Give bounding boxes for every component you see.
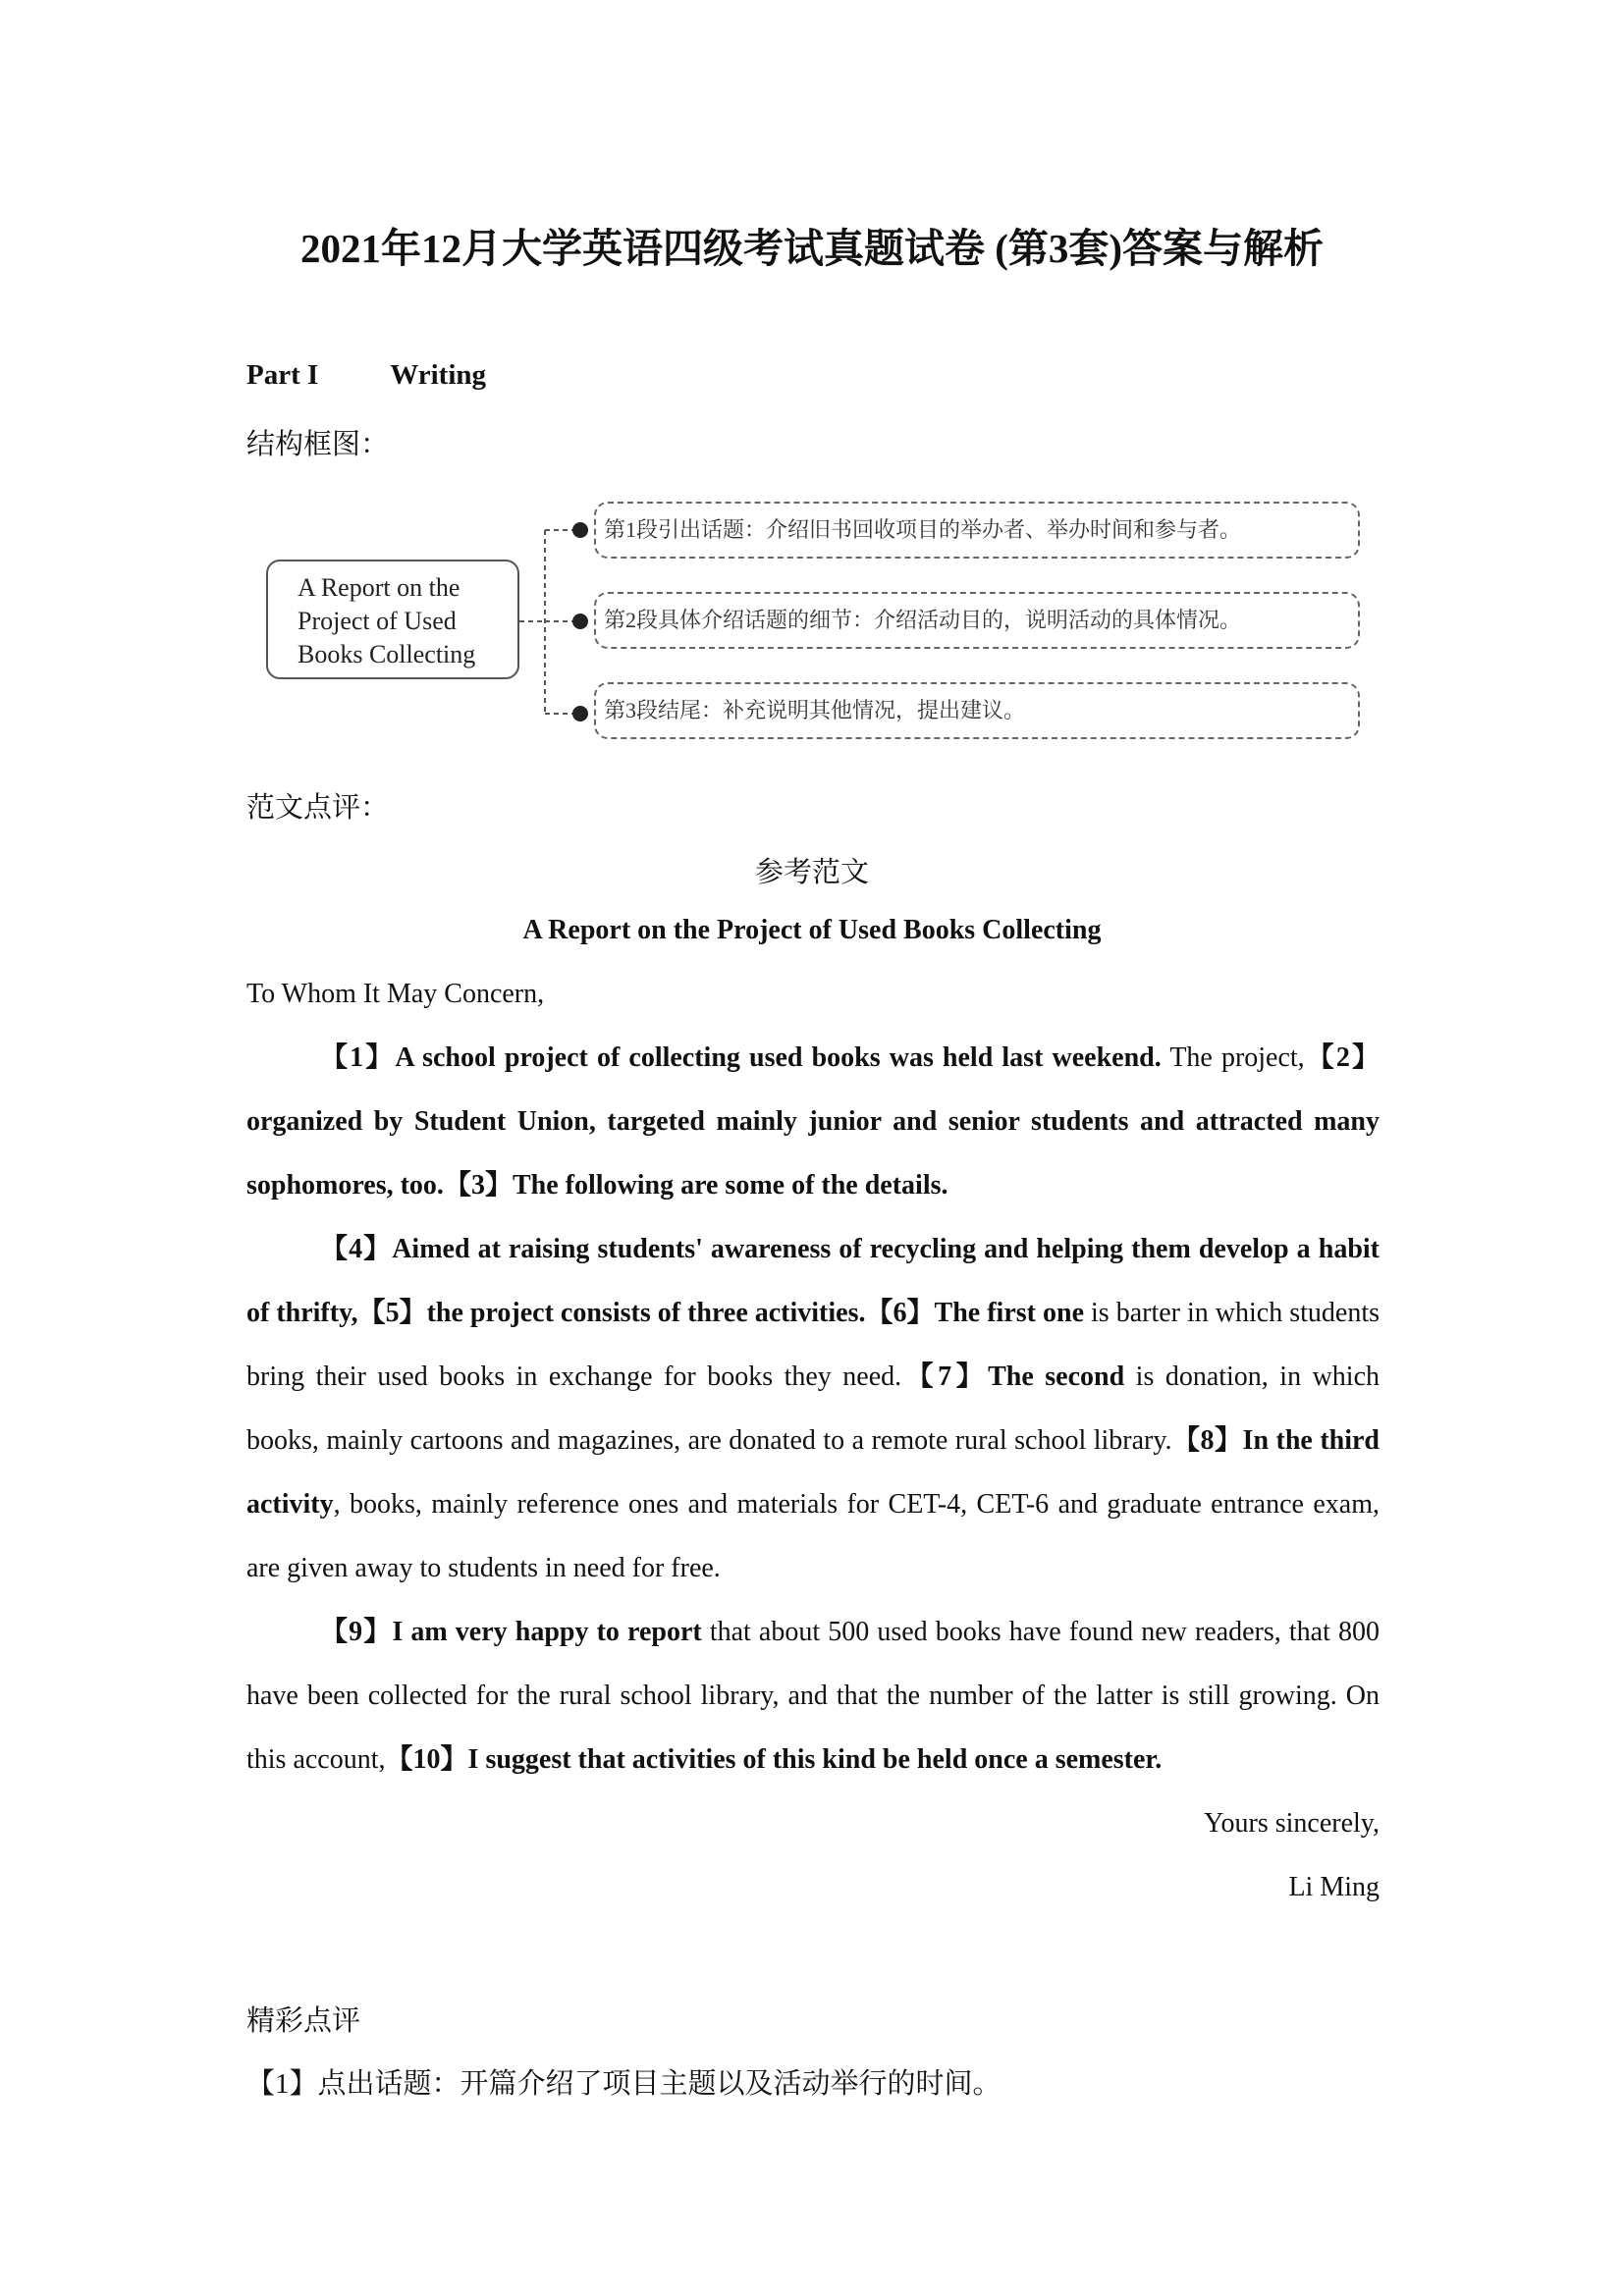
- essay-title: A Report on the Project of Used Books Collecting: [522, 915, 1102, 945]
- text-8: , books, mainly reference ones and materials for CET-4, CET-6 and graduate entrance exam, are given away to students in need for free.: [246, 1489, 1380, 1583]
- salutation: To Whom It May Concern,: [246, 979, 545, 1009]
- essay-paragraph-2: [246, 1217, 1380, 1600]
- text-6: is barter in which students bring their used books in exchange for books they need.: [246, 1298, 1380, 1392]
- diagram-node-1: 第1段引出话题：介绍旧书回收项目的举办者、举办时间和参与者。: [594, 502, 1360, 559]
- part-heading: [246, 359, 486, 392]
- text-7: is donation, in which books, mainly cartoons and magazines, are donated to a remote rural school library.: [246, 1362, 1380, 1456]
- structure-diagram: [255, 486, 1375, 751]
- bold-10: I suggest that activities of this kind be held once a semester.: [467, 1744, 1163, 1775]
- bold-6: The first one: [934, 1298, 1084, 1328]
- highlights-label: 精彩点评: [246, 2005, 361, 2037]
- bold-2: organized by Student Union, targeted mainly junior and senior students and attracted many sophomores, too.: [246, 1106, 1380, 1201]
- part-name: Writing: [390, 359, 487, 391]
- signature: Li Ming: [1288, 1872, 1380, 1902]
- essay-paragraph-1: [246, 1026, 1380, 1217]
- review-label: 范文点评：: [246, 792, 390, 824]
- marker-9: 【9】: [320, 1617, 393, 1647]
- marker-10: 【10】: [385, 1744, 468, 1775]
- text-1: The project,: [1161, 1042, 1305, 1073]
- bold-8: In the third activity: [246, 1425, 1380, 1520]
- essay-paragraph-3: [246, 1600, 1380, 1791]
- marker-4: 【4】: [320, 1234, 393, 1264]
- marker-5: 【5】: [357, 1298, 427, 1328]
- bold-3: The following are some of the details.: [512, 1170, 948, 1201]
- part-number: Part I: [246, 359, 319, 391]
- marker-6: 【6】: [865, 1298, 935, 1328]
- bold-5: the project consists of three activities.: [426, 1298, 866, 1328]
- bold-1: A school project of collecting used books was held last weekend.: [395, 1042, 1162, 1073]
- diagram-node-3: 第3段结尾：补充说明其他情况，提出建议。: [594, 682, 1360, 739]
- page-title: 2021年12月大学英语四级考试真题试卷 (第3套)答案与解析: [299, 226, 1325, 271]
- bold-7: The second: [988, 1362, 1125, 1392]
- bold-9: I am very happy to report: [392, 1617, 702, 1647]
- marker-3: 【3】: [443, 1170, 513, 1201]
- marker-8: 【8】: [1171, 1425, 1243, 1456]
- marker-2: 【2】: [1304, 1042, 1380, 1073]
- comment-1: 【1】点出话题：开篇介绍了项目主题以及活动举行的时间。: [246, 2068, 1001, 2100]
- diagram-node-2: 第2段具体介绍话题的细节：介绍活动目的，说明活动的具体情况。: [594, 592, 1360, 649]
- structure-label: 结构框图：: [246, 429, 390, 460]
- essay-body: [246, 962, 1380, 1919]
- bold-4: Aimed at raising students' awareness of recycling and helping them develop a habit of thrifty,: [246, 1234, 1380, 1328]
- reference-label: 参考范文: [754, 857, 869, 888]
- closing: Yours sincerely,: [1204, 1808, 1380, 1839]
- marker-7: 【7】: [901, 1362, 989, 1392]
- diagram-main-box: A Report on the Project of Used Books Collecting: [266, 560, 519, 679]
- marker-1: 【1】: [320, 1042, 396, 1073]
- text-9: that about 500 used books have found new readers, that 800 have been collected for the rural school library, and that the number of the latter is still growing. On this account,: [246, 1617, 1380, 1775]
